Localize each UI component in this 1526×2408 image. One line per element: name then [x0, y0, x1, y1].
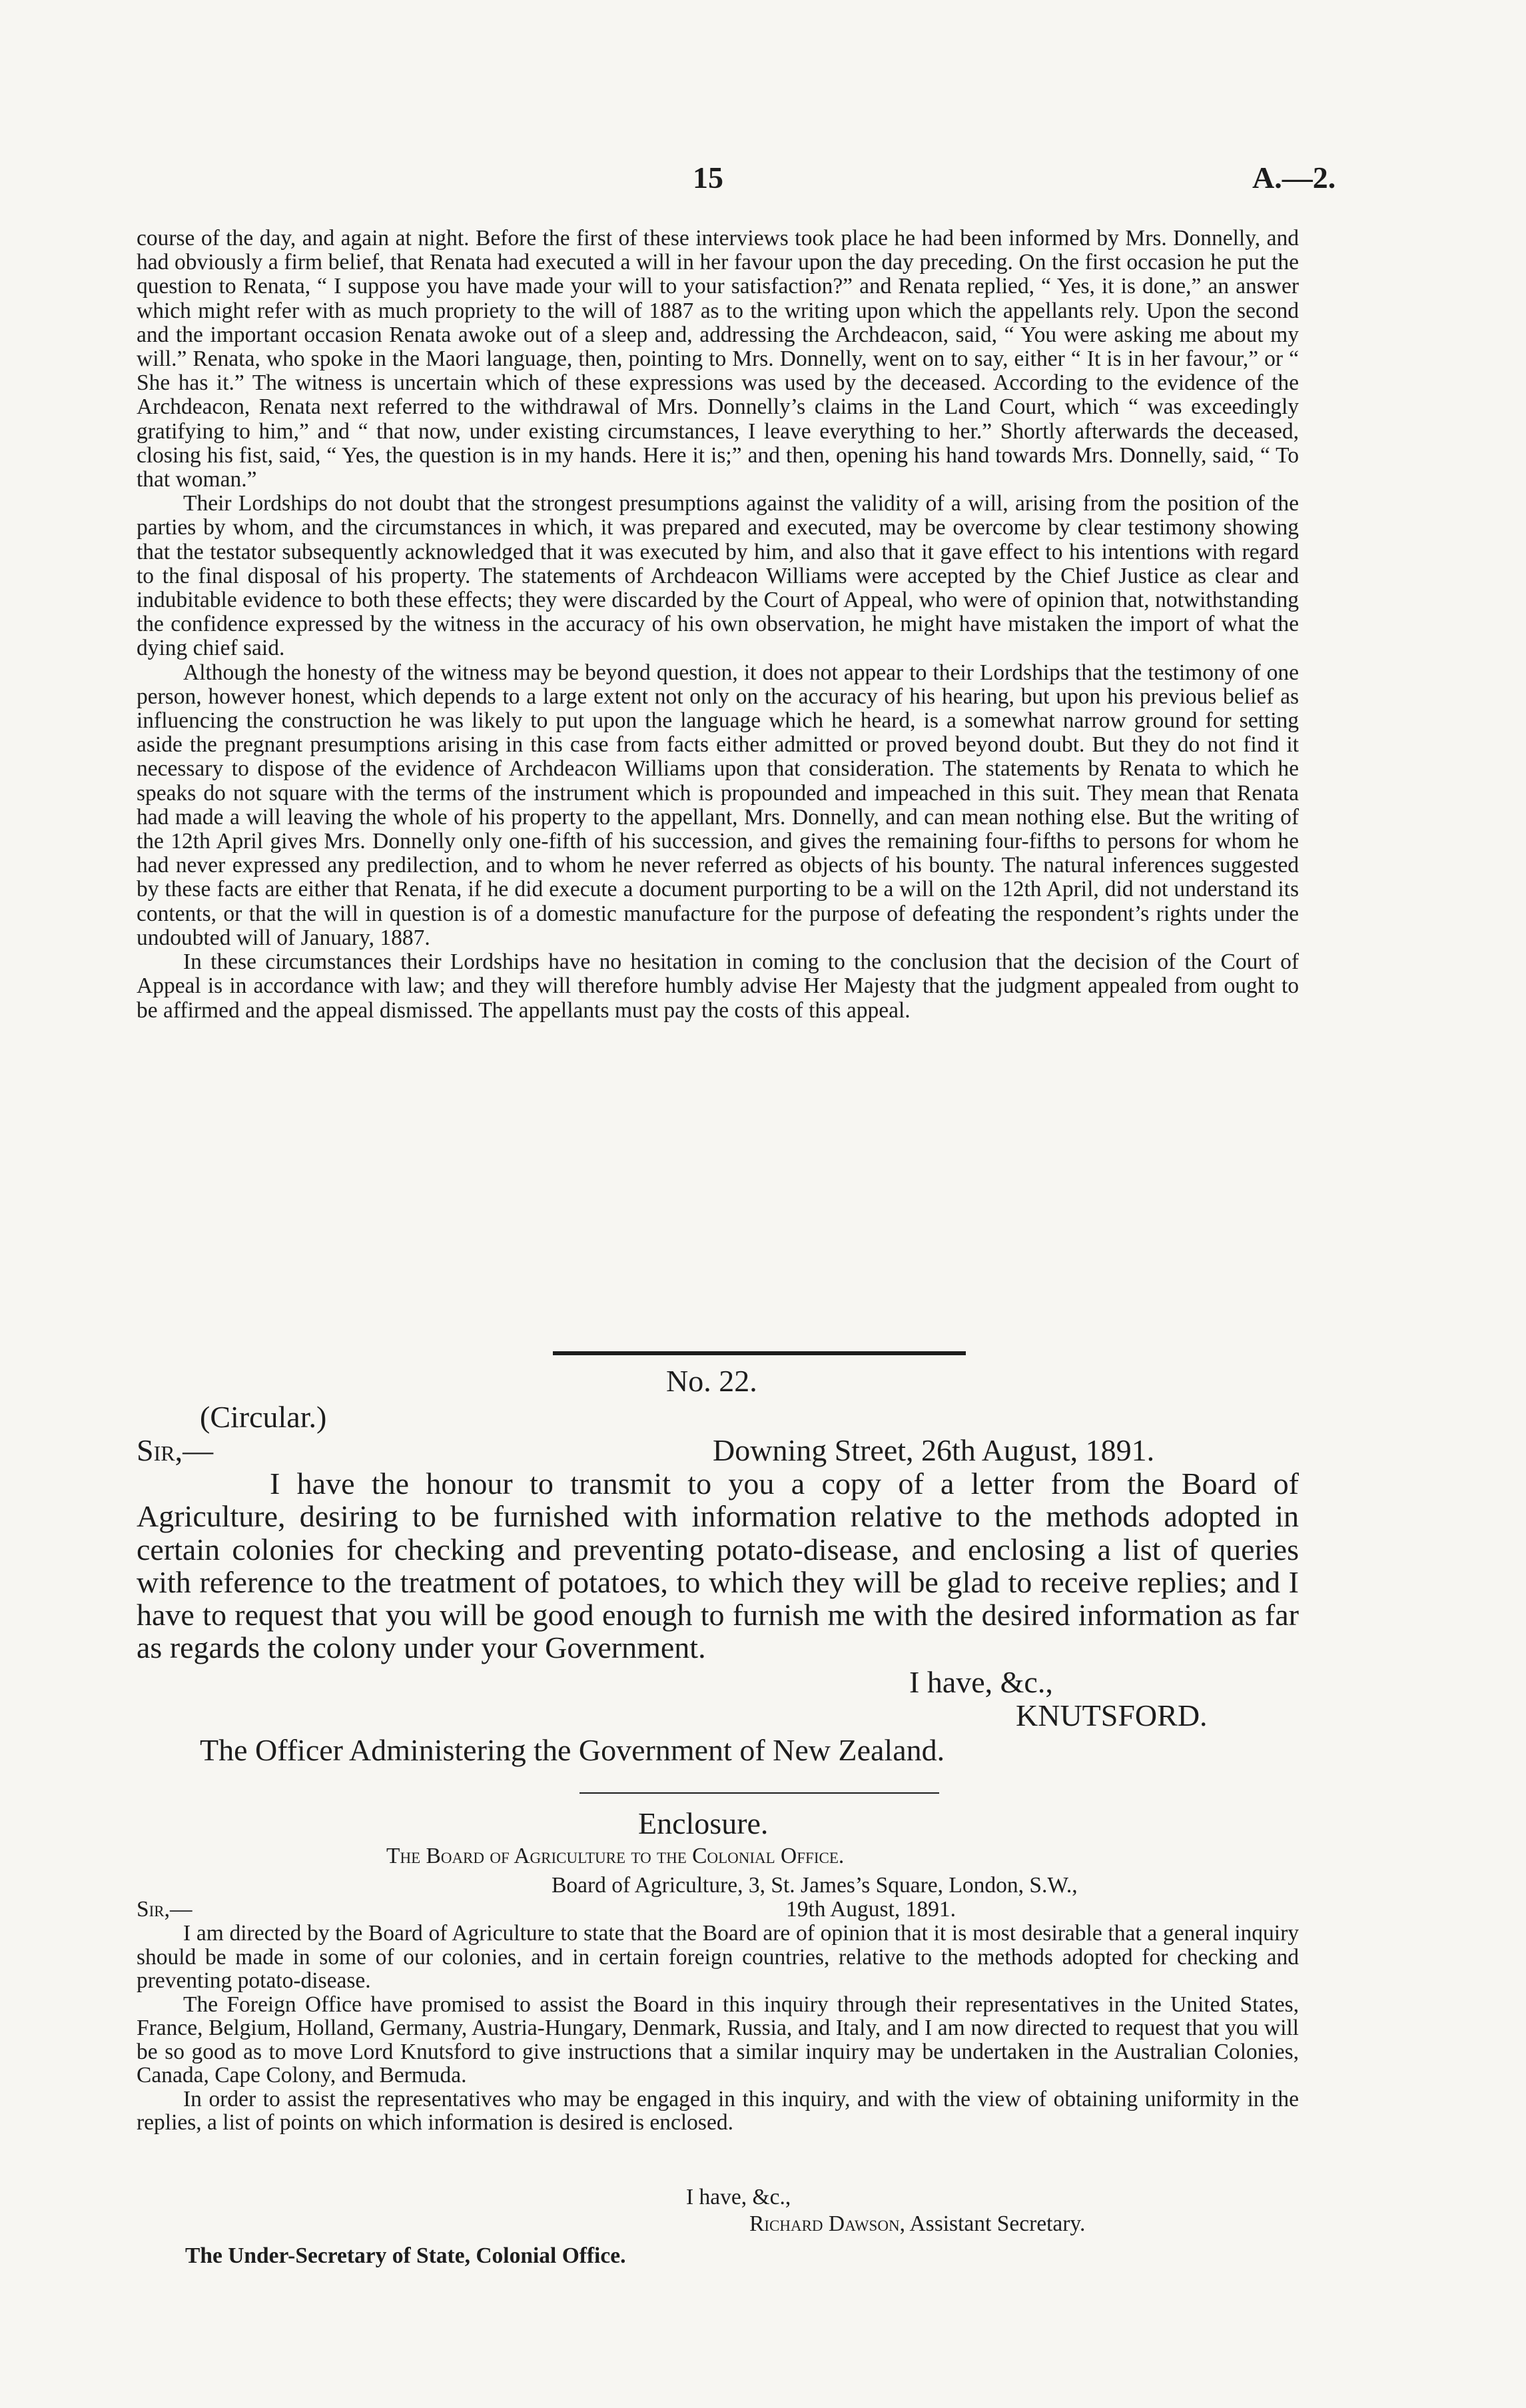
enclosure-body: [137, 1922, 1299, 2135]
page-number: 15: [693, 161, 723, 195]
paragraph: Although the honesty of the witness may be beyond question, it does not appear to their Lordships that the testimony of one person, however honest, which depends to a large extent not only on the accuracy of his hearing, but upon his previous belief as influencing the construction he was likely to put upon the language which he heard, is a somewhat narrow ground for setting aside the pregnant presumptions arising in this case from facts either admitted or proved beyond doubt. But they do not find it necessary to dispose of the evidence of Archdeacon Williams upon that consideration. The statements by Renata to which he speaks do not square with the terms of the instrument which is propounded and impeached in this suit. They mean that Renata had made a will leaving the whole of his property to the appellant, Mrs. Donnelly, and can mean nothing else. But the writing of the 12th April gives Mrs. Donnelly only one-fifth of his succession, and gives the remaining four-fifths to persons for whom he had never expressed any predilection, and to whom he never referred as objects of his bounty. The natural inferences suggested by these facts are either that Renata, if he did execute a document purporting to be a will on the 12th April, did not understand its contents, or that the will in question is of a domestic manufacture for the purpose of defeating the respondent’s rights under the undoubted will of January, 1887.: [137, 660, 1299, 950]
enclosure-address: Board of Agriculture, 3, St. James’s Square, London, S.W.,: [552, 1873, 1078, 1898]
circular-salutation: Sir,—: [137, 1433, 214, 1467]
enclosure-addressee: The Under-Secretary of State, Colonial Office.: [185, 2243, 626, 2268]
enclosure-salutation: Sir,—: [137, 1897, 192, 1922]
circular-body: [137, 1467, 1299, 1664]
paragraph: In order to assist the representatives who may be engaged in this inquiry, and with the view of obtaining uniformity in the replies, a list of points on which information is desired is enclosed.: [137, 2086, 1299, 2135]
circular-closing: I have, &c.,: [909, 1665, 1053, 1699]
signature-title: Assistant Secretary.: [909, 2211, 1086, 2236]
enclosure-heading: Enclosure.: [638, 1806, 769, 1840]
judgment-text: [137, 227, 1299, 1023]
circular-signature: KNUTSFORD.: [1016, 1698, 1208, 1732]
enclosure-closing: I have, &c.,: [686, 2185, 791, 2209]
signature-name: Richard Dawson,: [749, 2211, 905, 2236]
enclosure-date: 19th August, 1891.: [786, 1897, 956, 1922]
section-divider: [579, 1792, 939, 1794]
circular-place-date: Downing Street, 26th August, 1891.: [713, 1433, 1155, 1467]
document-reference: A.—2.: [1252, 161, 1336, 195]
circular-addressee: The Officer Administering the Government of New Zealand.: [200, 1733, 945, 1767]
paragraph: The Foreign Office have promised to assist the Board in this inquiry through their representatives in the United States, France, Belgium, Holland, Germany, Austria-Hungary, Denmark, Russia, and Italy, and I am now directed to request that you will be so good as to move Lord Knutsford to give instructions that a similar inquiry may be undertaken in the Australian Colonies, Canada, Cape Colony, and Bermuda.: [137, 1992, 1299, 2088]
paragraph: course of the day, and again at night. Before the first of these interviews took place he had been informed by Mrs. Donnelly, and had obviously a firm belief, that Renata had executed a will in her favour upon the day preceding. On the first occasion he put the question to Renata, “ I suppose you have made your will to your satisfaction?” and Renata replied, “ Yes, it is done,” an answer which might refer with as much propriety to the will of 1887 as to the writing upon which the appellants rely. Upon the second and the important occasion Renata awoke out of a sleep and, addressing the Archdeacon, said, “ You were asking me about my will.” Renata, who spoke in the Maori language, then, pointing to Mrs. Donnelly, went on to say, either “ It is in her favour,” or “ She has it.” The witness is uncertain which of these expressions was used by the deceased. According to the evidence of the Archdeacon, Renata next referred to the withdrawal of Mrs. Donnelly’s claims in the Land Court, which “ was exceedingly gratifying to him,” and “ that now, under existing circumstances, I leave everything to her.” Shortly afterwards the deceased, closing his fist, said, “ Yes, the question is in my hands. Here it is;” and then, opening his hand towards Mrs. Donnelly, said, “ To that woman.”: [137, 226, 1299, 492]
circular-number: No. 22.: [666, 1364, 757, 1398]
enclosure-subheading: The Board of Agriculture to the Colonial Office.: [386, 1844, 845, 1868]
paragraph: In these circumstances their Lordships have no hesitation in coming to the conclusion that the decision of the Court of Appeal is in accordance with law; and they will therefore humbly advise Her Majesty that the judgment appealed from ought to be affirmed and the appeal dismissed. The appellants must pay the costs of this appeal.: [137, 949, 1299, 1023]
circular-type: (Circular.): [200, 1400, 327, 1434]
enclosure-signature: [749, 2212, 1085, 2236]
section-divider: [553, 1351, 966, 1355]
paragraph: I am directed by the Board of Agriculture to state that the Board are of opinion that it is most desirable that a general inquiry should be made in some of our colonies, and in certain foreign countries, relative to the methods adopted for checking and preventing potato-disease.: [137, 1921, 1299, 1993]
paragraph: I have the honour to transmit to you a copy of a letter from the Board of Agriculture, desiring to be furnished with information relative to the methods adopted in certain colonies for checking and preventing potato-disease, and enclosing a list of queries with reference to the treatment of potatoes, to which they will be glad to receive replies; and I have to request that you will be good enough to furnish me with the desired information as far as regards the colony under your Government.: [137, 1467, 1299, 1665]
paragraph: Their Lordships do not doubt that the strongest presumptions against the validity of a will, arising from the position of the parties by whom, and the circumstances in which, it was prepared and executed, may be overcome by clear testimony showing that the testator subsequently acknowledged that it was executed by him, and also that it gave effect to his intentions with regard to the final disposal of his property. The statements of Archdeacon Williams were accepted by the Chief Justice as clear and indubitable evidence to both these effects; they were discarded by the Court of Appeal, who were of opinion that, notwithstanding the confidence expressed by the witness in the accuracy of his own observation, he might have mistaken the import of what the dying chief said.: [137, 491, 1299, 661]
